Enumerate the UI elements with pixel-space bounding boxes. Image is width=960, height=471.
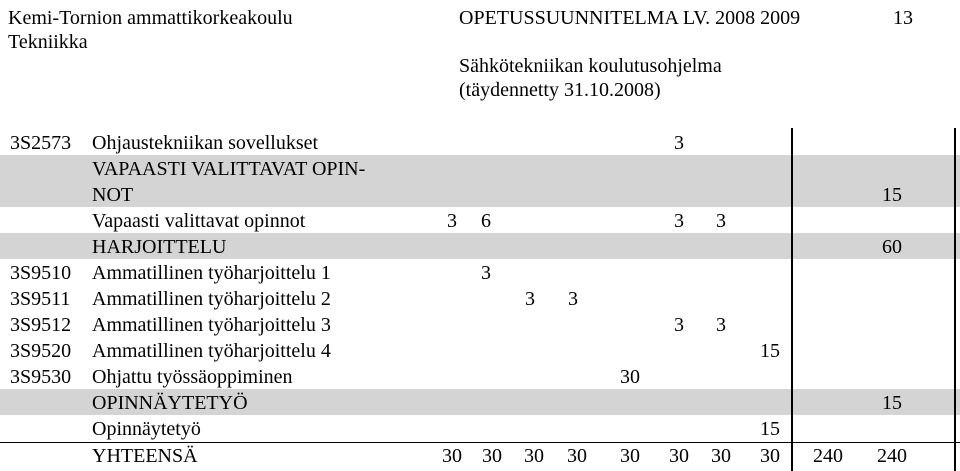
credit-cell: 30 bbox=[760, 445, 780, 467]
credit-cell: 30 bbox=[620, 445, 640, 467]
column-rule-right bbox=[954, 128, 956, 471]
credit-cell: 30 bbox=[711, 445, 731, 467]
institution-name: Kemi-Tornion ammattikorkeakoulu bbox=[8, 7, 293, 29]
course-name: Opinnäytetyö bbox=[92, 418, 201, 440]
section-total: 15 bbox=[882, 184, 902, 206]
credit-cell: 30 bbox=[442, 445, 462, 467]
credit-cell: 30 bbox=[669, 445, 689, 467]
section-total: 15 bbox=[882, 392, 902, 414]
credit-cell: 15 bbox=[760, 418, 780, 440]
course-name: Ohjaustekniikan sovellukset bbox=[92, 132, 319, 154]
credit-cell: 3 bbox=[481, 262, 491, 284]
course-code: 3S9511 bbox=[10, 288, 71, 310]
credit-cell: 3 bbox=[716, 314, 726, 336]
credit-cell: 30 bbox=[524, 445, 544, 467]
totals-label: YHTEENSÄ bbox=[92, 445, 198, 467]
credit-cell: 3 bbox=[674, 210, 684, 232]
credit-cell: 6 bbox=[481, 210, 491, 232]
course-code: 3S9512 bbox=[10, 314, 72, 336]
credit-cell: 30 bbox=[482, 445, 502, 467]
course-name: Ammatillinen työharjoittelu 3 bbox=[92, 314, 331, 336]
section-heading: NOT bbox=[92, 184, 134, 206]
update-note: (täydennetty 31.10.2008) bbox=[459, 79, 661, 101]
course-name: Ammatillinen työharjoittelu 1 bbox=[92, 262, 331, 284]
course-code: 3S9520 bbox=[10, 340, 72, 362]
credit-cell: 30 bbox=[620, 366, 640, 388]
course-code: 3S9510 bbox=[10, 262, 72, 284]
course-code: 3S9530 bbox=[10, 366, 72, 388]
section-heading: VAPAASTI VALITTAVAT OPIN- bbox=[92, 158, 366, 180]
faculty-name: Tekniikka bbox=[8, 31, 88, 53]
grand-total: 240 bbox=[877, 445, 907, 467]
course-name: Vapaasti valittavat opinnot bbox=[92, 210, 306, 232]
credit-cell: 3 bbox=[716, 210, 726, 232]
credit-cell: 3 bbox=[674, 314, 684, 336]
credit-cell: 3 bbox=[447, 210, 457, 232]
course-code: 3S2573 bbox=[10, 132, 72, 154]
section-heading: HARJOITTELU bbox=[92, 236, 227, 258]
section-heading: OPINNÄYTETYÖ bbox=[92, 392, 248, 414]
course-name: Ammatillinen työharjoittelu 2 bbox=[92, 288, 331, 310]
program-name: Sähkötekniikan koulutusohjelma bbox=[459, 55, 722, 77]
course-name: Ammatillinen työharjoittelu 4 bbox=[92, 340, 331, 362]
section-total: 60 bbox=[882, 236, 902, 258]
credit-cell: 30 bbox=[567, 445, 587, 467]
course-name: Ohjattu työssäoppiminen bbox=[92, 366, 293, 388]
document-title: OPETUSSUUNNITELMA LV. 2008 2009 bbox=[459, 7, 801, 29]
credit-cell: 3 bbox=[525, 288, 535, 310]
credit-cell: 3 bbox=[674, 132, 684, 154]
total-rule bbox=[0, 442, 960, 443]
credit-cell: 3 bbox=[568, 288, 578, 310]
sum-cell: 240 bbox=[813, 445, 843, 467]
page-number: 13 bbox=[893, 7, 913, 29]
credit-cell: 15 bbox=[760, 340, 780, 362]
column-rule-left bbox=[791, 128, 793, 471]
